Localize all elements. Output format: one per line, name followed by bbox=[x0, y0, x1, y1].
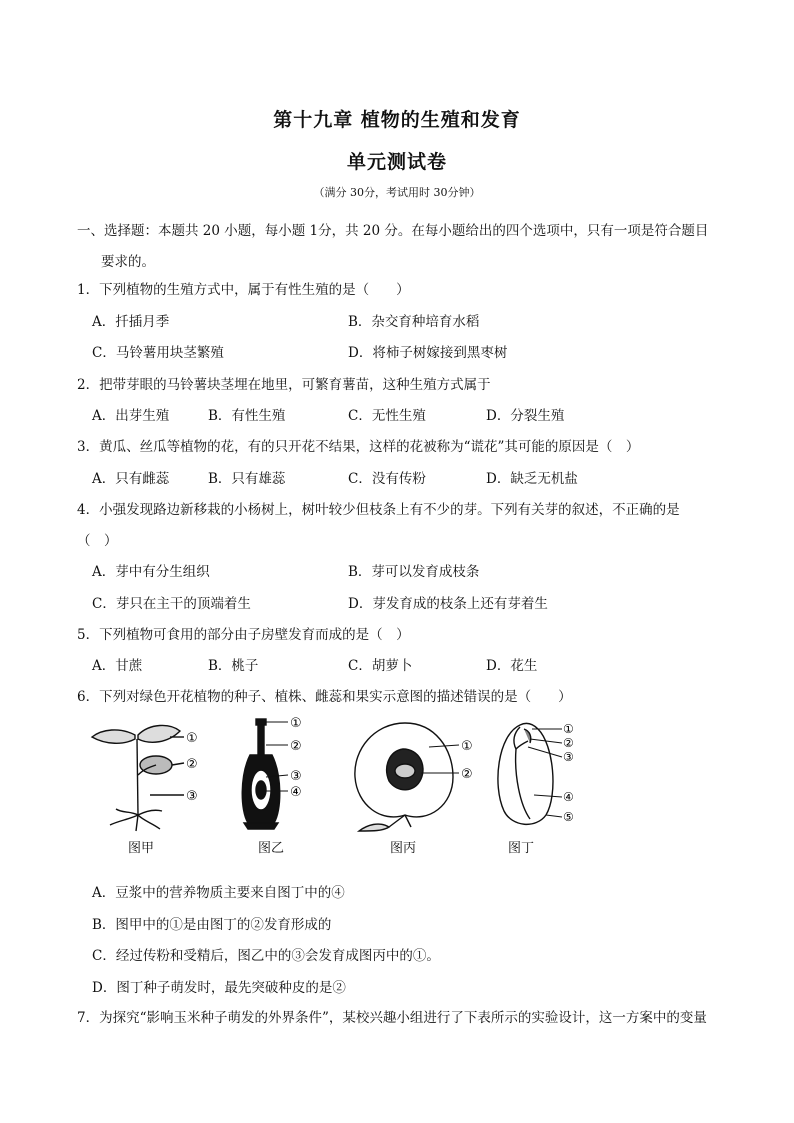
question-4-option-d[interactable]: D．芽发育成的枝条上还有芽着生 bbox=[348, 596, 548, 612]
question-6-figures bbox=[80, 715, 600, 860]
figure-caption-ding: 图丁 bbox=[508, 841, 535, 856]
question-2-stem: 2．把带芽眼的马铃薯块茎埋在地里，可繁育薯苗，这种生殖方式属于 bbox=[77, 377, 491, 393]
figure-seedling bbox=[80, 715, 210, 835]
question-2-option-d[interactable]: D．分裂生殖 bbox=[486, 408, 565, 424]
figure-pistil-label-1: ① bbox=[290, 716, 302, 731]
figure-fruit bbox=[345, 715, 485, 835]
question-6-option-b[interactable]: B．图甲中的①是由图丁的②发育形成的 bbox=[92, 917, 332, 933]
question-7-stem: 7．为探究“影响玉米种子萌发的外界条件”，某校兴趣小组进行了下表所示的实验设计，这一方案中的变量 bbox=[77, 1010, 707, 1026]
section-instructions bbox=[77, 216, 727, 278]
figure-pistil-label-2: ② bbox=[290, 739, 302, 754]
figure-caption-yi: 图乙 bbox=[258, 841, 285, 856]
question-1-option-c[interactable]: C．马铃薯用块茎繁殖 bbox=[92, 345, 224, 361]
question-6-option-a[interactable]: A．豆浆中的营养物质主要来自图丁中的④ bbox=[92, 885, 345, 901]
question-5-option-b[interactable]: B．桃子 bbox=[208, 658, 259, 674]
question-3-option-c[interactable]: C．没有传粉 bbox=[348, 471, 426, 487]
figure-seed-label-3: ③ bbox=[563, 750, 574, 764]
question-6-stem: 6．下列对绿色开花植物的种子、植株、雌蕊和果实示意图的描述错误的是（ ） bbox=[77, 689, 572, 705]
figure-fruit-label-1: ① bbox=[461, 739, 473, 754]
question-1-stem: 1．下列植物的生殖方式中，属于有性生殖的是（ ） bbox=[77, 282, 410, 298]
figure-fruit-label-2: ② bbox=[461, 767, 473, 782]
question-4-stem-continued: （ ） bbox=[77, 533, 118, 549]
question-2-option-a[interactable]: A．出芽生殖 bbox=[92, 408, 170, 424]
page-title: 第十九章 植物的生殖和发育 bbox=[273, 109, 521, 131]
figure-caption-jia: 图甲 bbox=[128, 841, 155, 856]
page-subtitle: 单元测试卷 bbox=[346, 151, 447, 173]
figure-seedling-label-1: ① bbox=[186, 731, 198, 746]
question-2-option-c[interactable]: C．无性生殖 bbox=[348, 408, 426, 424]
question-4-option-b[interactable]: B．芽可以发育成枝条 bbox=[348, 564, 480, 580]
figure-seed bbox=[490, 715, 590, 835]
figure-pistil-label-4: ④ bbox=[290, 785, 302, 800]
exam-note: （满分 30分，考试用时 30分钟） bbox=[313, 186, 481, 199]
question-5-option-a[interactable]: A．甘蔗 bbox=[92, 658, 143, 674]
question-1-option-a[interactable]: A．扦插月季 bbox=[92, 314, 170, 330]
question-4-option-a[interactable]: A．芽中有分生组织 bbox=[92, 564, 210, 580]
question-6-option-c[interactable]: C．经过传粉和受精后，图乙中的③会发育成图丙中的①。 bbox=[92, 948, 440, 964]
question-1-option-d[interactable]: D．将柿子树嫁接到黑枣树 bbox=[348, 345, 508, 361]
question-4-option-c[interactable]: C．芽只在主干的顶端着生 bbox=[92, 596, 251, 612]
question-5-option-c[interactable]: C．胡萝卜 bbox=[348, 658, 413, 674]
figure-seed-label-2: ② bbox=[563, 736, 574, 750]
question-2-option-b[interactable]: B．有性生殖 bbox=[208, 408, 286, 424]
question-3-option-d[interactable]: D．缺乏无机盐 bbox=[486, 471, 578, 487]
figure-seedling-label-2: ② bbox=[186, 757, 198, 772]
figure-caption-bing: 图丙 bbox=[390, 841, 417, 856]
question-1-option-b[interactable]: B．杂交育种培育水稻 bbox=[348, 314, 480, 330]
question-4-stem: 4．小强发现路边新移栽的小杨树上，树叶较少但枝条上有不少的芽。下列有关芽的叙述，不正确的是 bbox=[77, 502, 680, 518]
figure-seed-label-1: ① bbox=[563, 722, 574, 736]
figure-seed-label-4: ④ bbox=[563, 790, 574, 804]
question-3-option-b[interactable]: B．只有雄蕊 bbox=[208, 471, 286, 487]
section-line-2: 要求的。 bbox=[101, 254, 155, 270]
question-6-option-d[interactable]: D．图丁种子萌发时，最先突破种皮的是② bbox=[92, 980, 346, 996]
question-3-option-a[interactable]: A．只有雌蕊 bbox=[92, 471, 170, 487]
section-line-1: 一、选择题：本题共 20 小题，每小题 1分，共 20 分。在每小题给出的四个选项中，只有一项是符合题目 bbox=[77, 223, 709, 239]
figure-pistil bbox=[230, 715, 310, 835]
figure-pistil-label-3: ③ bbox=[290, 769, 302, 784]
question-3-stem: 3．黄瓜、丝瓜等植物的花，有的只开花不结果，这样的花被称为“谎花”其可能的原因是（ ） bbox=[77, 439, 640, 455]
question-5-option-d[interactable]: D．花生 bbox=[486, 658, 538, 674]
figure-seedling-label-3: ③ bbox=[186, 789, 198, 804]
figure-seed-label-5: ⑤ bbox=[563, 810, 574, 824]
question-5-stem: 5．下列植物可食用的部分由子房壁发育而成的是（ ） bbox=[77, 627, 410, 643]
